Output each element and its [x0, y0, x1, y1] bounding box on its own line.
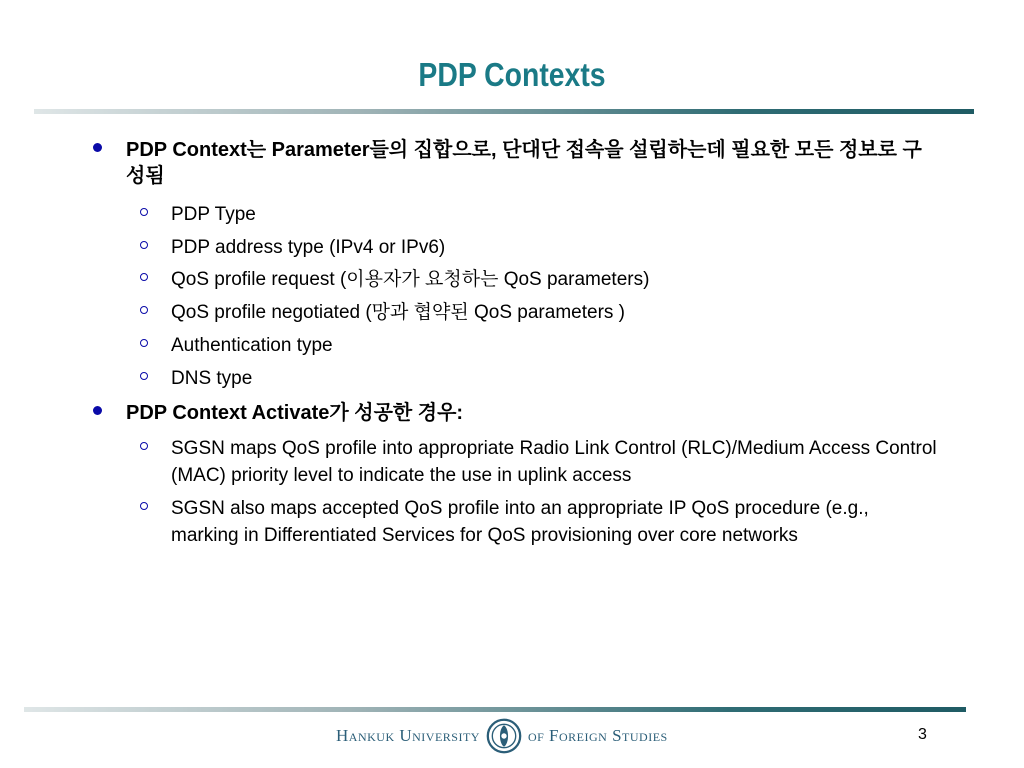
- sub-bullet-text: SGSN also maps accepted QoS profile into an appropriate IP QoS procedure (e.g., marking in Differentiated Services for QoS provisioning over core networks: [171, 498, 869, 546]
- logo-right-text: of Foreign Studies: [527, 726, 668, 745]
- sub-bullet-text: QoS profile request (이용자가 요청하는 QoS parameters): [171, 269, 650, 290]
- bullet-dot-icon: [93, 406, 102, 415]
- bullet-ring-icon: [140, 208, 148, 216]
- bullet-ring-icon: [140, 372, 148, 380]
- page-number: 3: [918, 726, 927, 743]
- sub-bullet-item: [140, 299, 940, 326]
- sub-bullet-item: [140, 332, 940, 359]
- bullet-text: PDP Context Activate가 성공한 경우:: [126, 402, 464, 424]
- slide-title: PDP Contexts: [418, 56, 606, 93]
- bullet-item: [93, 137, 933, 189]
- sub-bullet-item: [140, 495, 940, 549]
- bullet-ring-icon: [140, 306, 148, 314]
- bullet-ring-icon: [140, 442, 148, 450]
- sub-bullet-text: PDP address type (IPv4 or IPv6): [171, 237, 446, 258]
- sub-bullet-item: [140, 201, 940, 228]
- sub-bullet-item: [140, 365, 940, 392]
- sub-bullet-text: QoS profile negotiated (망과 협약된 QoS parameters ): [171, 302, 626, 323]
- sub-bullet-text: SGSN maps QoS profile into appropriate Radio Link Control (RLC)/Medium Access Control (MAC) priority level to indicate the use in uplink access: [171, 438, 937, 486]
- bullet-ring-icon: [140, 339, 148, 347]
- bullet-ring-icon: [140, 502, 148, 510]
- bullet-item: [93, 400, 933, 426]
- bullet-dot-icon: [93, 143, 102, 152]
- university-emblem-icon: [486, 718, 522, 754]
- sub-bullet-text: Authentication type: [171, 335, 333, 356]
- university-logo: [336, 716, 668, 756]
- sub-bullet-item: [140, 234, 940, 261]
- bullet-text: PDP Context는 Parameter들의 집합으로, 단대단 접속을 설립하는데 필요한 모든 정보로 구성됨: [126, 139, 922, 187]
- logo-left-text: Hankuk University: [336, 726, 480, 745]
- bullet-ring-icon: [140, 273, 148, 281]
- bullet-ring-icon: [140, 241, 148, 249]
- title-divider: [34, 109, 974, 114]
- sub-bullet-text: DNS type: [171, 368, 253, 389]
- sub-bullet-text: PDP Type: [171, 204, 256, 225]
- footer-divider: [24, 707, 966, 712]
- sub-bullet-item: [140, 266, 940, 293]
- sub-bullet-item: [140, 435, 940, 489]
